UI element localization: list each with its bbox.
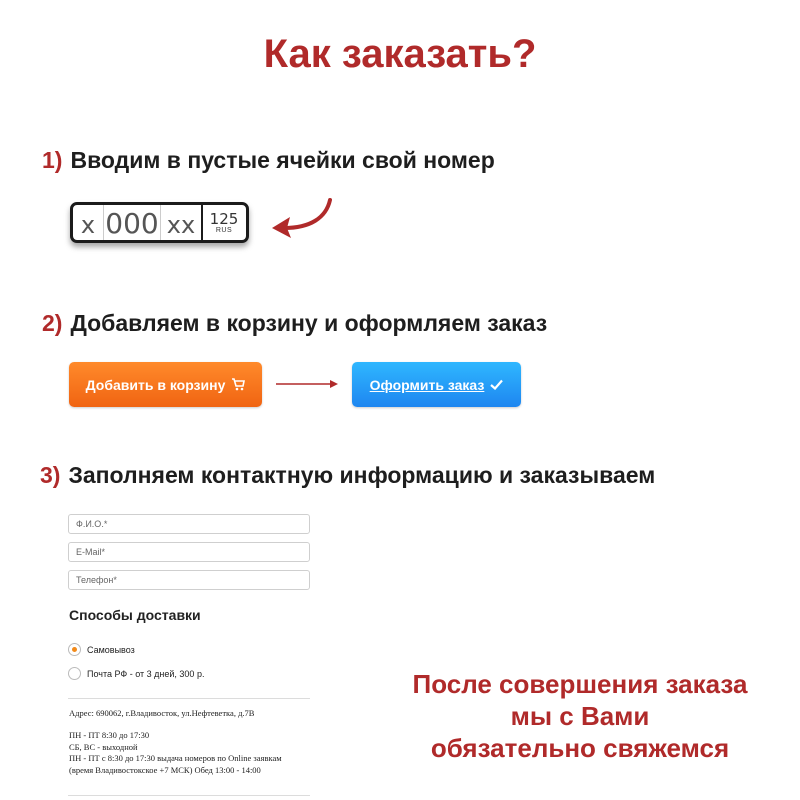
- step-2: [42, 310, 547, 337]
- plate-region: [201, 205, 245, 240]
- phone-field[interactable]: Телефон*: [68, 570, 310, 590]
- hours-line: ПН - ПТ 8:30 до 17:30: [69, 730, 150, 740]
- step-3-number: 3): [40, 462, 61, 488]
- step-1: [42, 147, 495, 174]
- plate-cell-letters[interactable]: xx: [166, 211, 196, 239]
- radio-selected[interactable]: [68, 643, 81, 656]
- plate-cell-digits[interactable]: 000: [103, 205, 161, 240]
- delivery-option-label: Самовывоз: [87, 644, 135, 655]
- page-title: Как заказать?: [263, 32, 537, 76]
- delivery-option-label: Почта РФ - от 3 дней, 300 р.: [87, 668, 205, 679]
- step-3-text: Заполняем контактную информацию и заказываем: [68, 462, 656, 488]
- add-to-cart-button[interactable]: [69, 362, 262, 407]
- working-hours: [69, 730, 282, 776]
- confirmation-line: мы с Вами: [510, 701, 650, 731]
- add-to-cart-label: Добавить в корзину: [85, 376, 226, 393]
- confirmation-message: [380, 668, 780, 764]
- fio-field[interactable]: Ф.И.О.*: [68, 514, 310, 534]
- divider: [68, 795, 310, 796]
- confirmation-line: обязательно свяжемся: [430, 733, 730, 763]
- plate-country: RUS: [215, 227, 233, 234]
- delivery-methods-heading: Способы доставки: [69, 607, 201, 623]
- hours-line: СБ, ВС - выходной: [69, 741, 138, 752]
- confirmation-line: После совершения заказа: [412, 669, 748, 699]
- hours-line: ПН - ПТ с 8:30 до 17:30 выдача номеров по Online заявкам: [69, 753, 282, 763]
- delivery-option-post[interactable]: [68, 667, 204, 680]
- delivery-option-pickup[interactable]: [68, 643, 135, 656]
- radio-unselected[interactable]: [68, 667, 81, 680]
- plate-cell-letter[interactable]: x: [80, 211, 96, 239]
- hours-line: (время Владивостокское +7 МСК) Обед 13:00 - 14:00: [69, 764, 261, 775]
- arrow-right-icon: [276, 378, 340, 390]
- step-3: [40, 462, 655, 489]
- pickup-address: Адрес: 690062, г.Владивосток, ул.Нефтеветка, д.7В: [69, 708, 255, 718]
- license-plate: [70, 202, 249, 243]
- step-1-number: 1): [42, 147, 63, 173]
- step-1-text: Вводим в пустые ячейки свой номер: [70, 147, 495, 173]
- step-2-text: Добавляем в корзину и оформляем заказ: [70, 310, 548, 336]
- curved-arrow-icon: [270, 196, 336, 240]
- divider: [68, 698, 310, 699]
- checkout-button[interactable]: [352, 362, 521, 407]
- checkout-label: Оформить заказ: [369, 376, 485, 393]
- email-field[interactable]: E-Mail*: [68, 542, 310, 562]
- checkmark-icon: [490, 379, 503, 390]
- cart-icon: [231, 378, 245, 391]
- step-2-number: 2): [42, 310, 63, 336]
- plate-region-code: 125: [209, 210, 239, 228]
